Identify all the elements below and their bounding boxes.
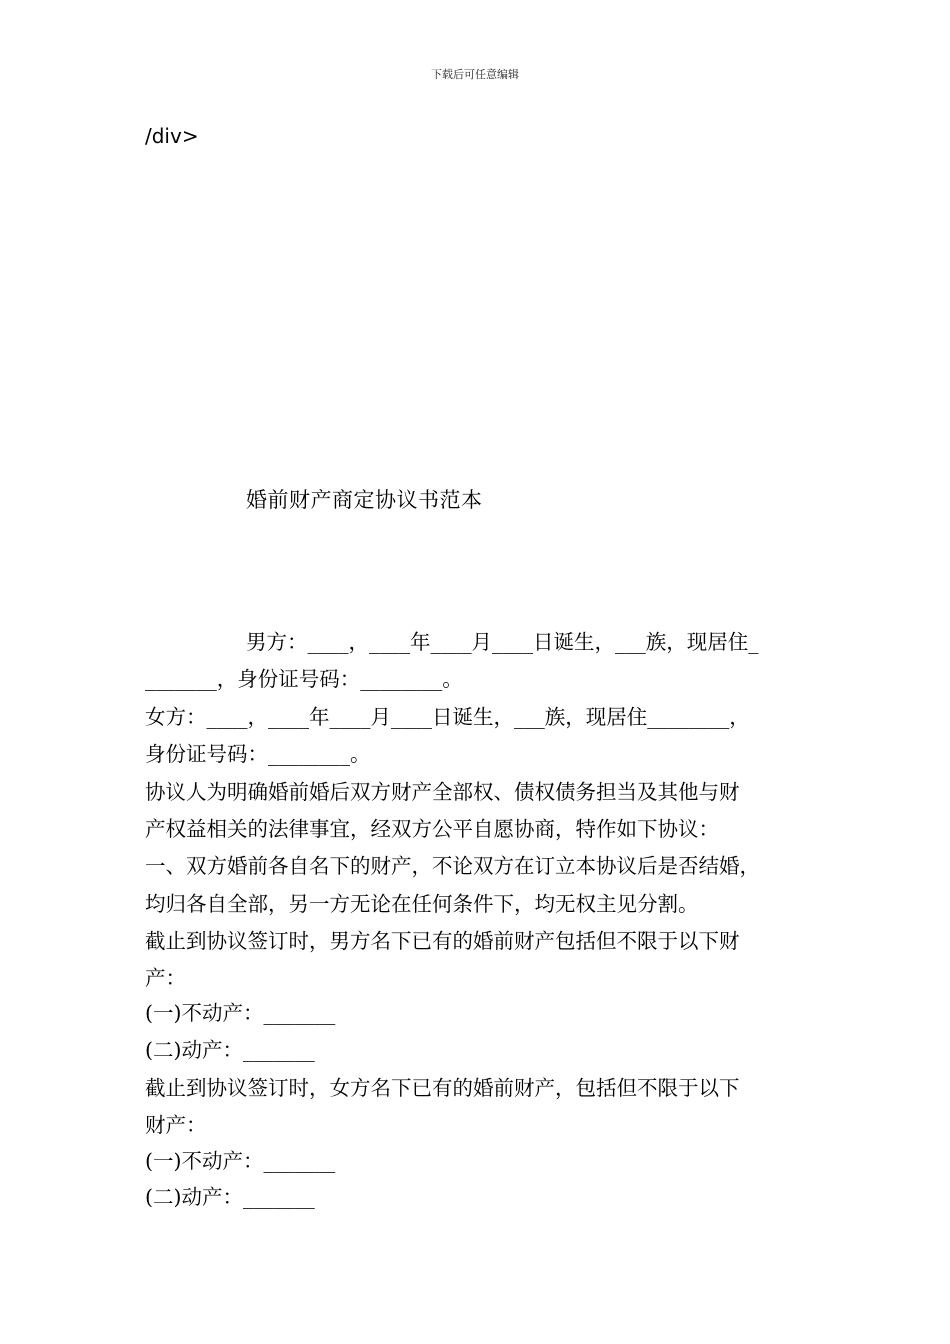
male-assets-line-2: 产： (145, 966, 186, 990)
clause-one-line-1: 一、双方婚前各自名下的财产，不论双方在订立本协议后是否结婚， (145, 854, 760, 878)
male-assets-line-1: 截止到协议签订时，男方名下已有的婚前财产包括但不限于以下财 (145, 929, 740, 953)
female-real-estate-line: (一)不动产：_______ (145, 1149, 336, 1173)
female-assets-line-1: 截止到协议签订时，女方名下已有的婚前财产，包括但不限于以下 (145, 1076, 740, 1100)
male-real-estate-line: (一)不动产：_______ (145, 1001, 336, 1025)
preamble-line-1: 协议人为明确婚前婚后双方财产全部权、债权债务担当及其他与财 (145, 780, 740, 804)
preamble-line-2: 产权益相关的法律事宜，经双方公平自愿协商，特作如下协议： (145, 817, 719, 841)
stray-markup-text: /div> (145, 124, 199, 148)
page-header-note: 下载后可任意编辑 (431, 68, 519, 81)
male-movable-assets-line: (二)动产：_______ (145, 1038, 315, 1062)
document-title: 婚前财产商定协议书范本 (246, 488, 483, 512)
female-movable-assets-line: (二)动产：_______ (145, 1185, 315, 1209)
female-assets-line-2: 财产： (145, 1113, 207, 1137)
male-party-line-2: _______，身份证号码：________。 (145, 667, 463, 691)
male-party-line-1: 男方：____，____年____月____日诞生，___族，现居住_ (246, 630, 759, 654)
female-party-line-2: 身份证号码：________。 (145, 742, 371, 766)
female-party-line-1: 女方：____，____年____月____日诞生，___族，现居住________， (145, 705, 750, 729)
clause-one-line-2: 均归各自全部，另一方无论在任何条件下，均无权主见分割。 (145, 892, 699, 916)
